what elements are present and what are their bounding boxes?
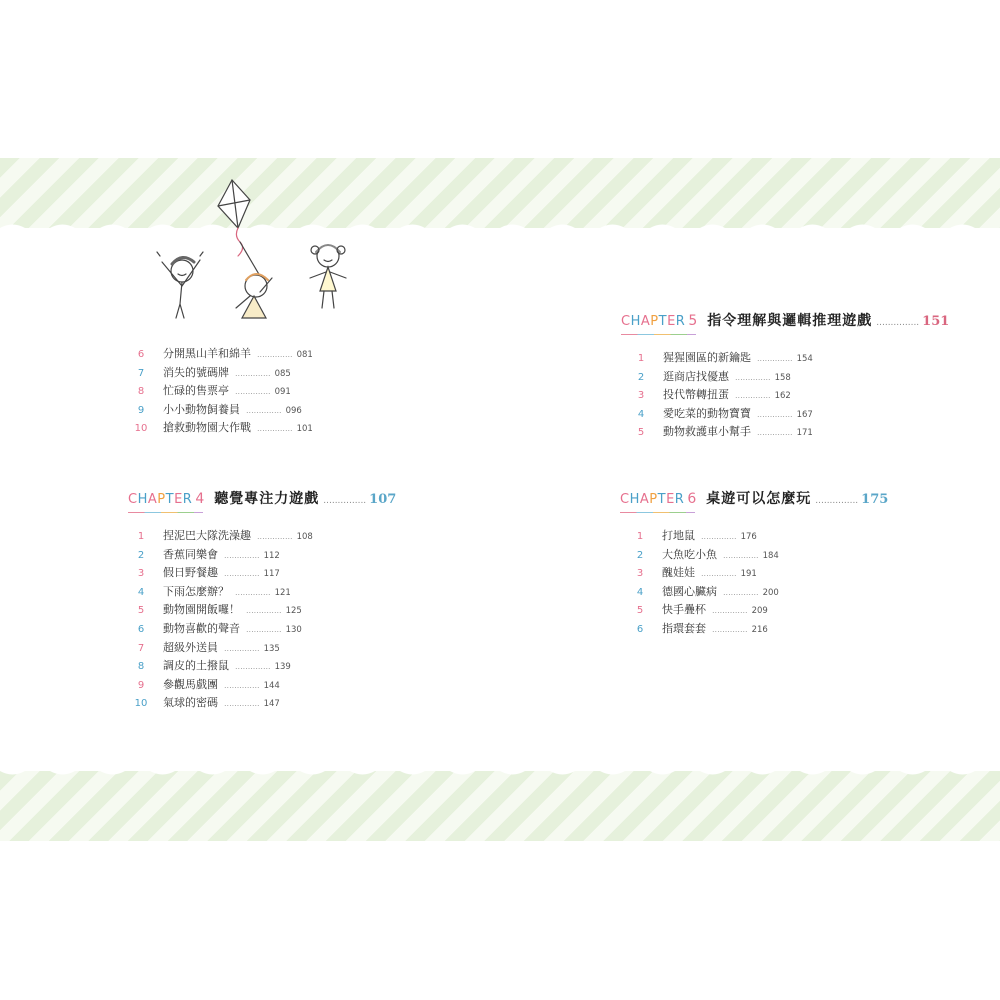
- entry-number: 3: [137, 568, 145, 580]
- entry-number: 6: [636, 623, 644, 635]
- entry-number: 6: [137, 623, 145, 635]
- entry-number: 2: [637, 371, 645, 383]
- entry-page: 091: [274, 387, 291, 398]
- entry-number: 7: [137, 642, 145, 654]
- entry-page: 144: [263, 680, 280, 691]
- entry-number: 7: [137, 367, 145, 379]
- entry-page: 081: [296, 350, 313, 360]
- entry-title: 消失的號碼牌: [163, 365, 229, 379]
- entry-title: 下雨怎麼辦？: [163, 584, 229, 598]
- entry-leader: ..............: [712, 606, 748, 616]
- entry-number: 6: [137, 349, 145, 360]
- entry-leader: ..............: [757, 428, 793, 438]
- entry-leader: ..............: [235, 587, 271, 597]
- toc-entry[interactable]: [131, 527, 396, 546]
- chapter6-section: [620, 488, 888, 639]
- entry-page: 139: [274, 662, 291, 673]
- chapter5-number: 5: [688, 313, 698, 329]
- chapter-letter: A: [147, 492, 158, 507]
- entry-leader: ..............: [235, 662, 271, 672]
- entry-page: 085: [274, 368, 291, 379]
- toc-entry[interactable]: [131, 620, 396, 639]
- entry-page: 112: [263, 550, 280, 561]
- entry-leader: ..............: [224, 699, 260, 709]
- chapter6-leader: ...............: [815, 496, 859, 506]
- entry-title: 德國心臟病: [662, 584, 717, 598]
- wavy-edge-bottom: [0, 764, 1000, 778]
- entry-page: 101: [296, 424, 313, 435]
- toc-entry[interactable]: [131, 657, 396, 676]
- toc-entry[interactable]: [131, 364, 313, 383]
- entry-number: 4: [137, 586, 145, 598]
- chapter-letter: T: [165, 492, 175, 507]
- entry-leader: ..............: [723, 550, 759, 560]
- chapter4-section: [128, 488, 396, 713]
- chapter-letter: T: [658, 314, 668, 329]
- toc-entry[interactable]: [630, 546, 888, 565]
- toc-entry[interactable]: [631, 368, 949, 387]
- chapter-letter: H: [630, 314, 641, 329]
- entry-number: 10: [134, 423, 148, 435]
- chapter-letter: A: [640, 314, 651, 329]
- chapter3-continued: [131, 345, 313, 438]
- entry-title: 忙碌的售票亭: [163, 384, 229, 398]
- chapter4-page: 107: [369, 492, 397, 507]
- chapter5-underline: [621, 334, 696, 335]
- entry-page: 147: [263, 699, 280, 710]
- toc-entry[interactable]: [630, 583, 888, 602]
- entry-page: 209: [751, 606, 768, 617]
- toc-entry[interactable]: [631, 405, 949, 424]
- toc-entry[interactable]: [131, 564, 396, 583]
- entry-title: 動物喜歡的聲音: [163, 621, 240, 635]
- entry-page: 171: [796, 428, 813, 439]
- chapter-letter: R: [674, 492, 685, 507]
- toc-entry[interactable]: [131, 401, 313, 420]
- entry-title: 動物救護車小幫手: [663, 425, 751, 439]
- entry-number: 4: [636, 586, 644, 598]
- chapter5-label: [621, 314, 685, 329]
- entry-leader: ..............: [701, 532, 737, 541]
- entry-title: 猩猩園區的新鑰匙: [663, 351, 751, 364]
- entry-page: 191: [740, 569, 757, 580]
- entry-leader: ..............: [235, 387, 271, 397]
- entry-number: 1: [137, 531, 145, 542]
- entry-number: 5: [637, 427, 645, 439]
- chapter5-heading[interactable]: [621, 310, 949, 330]
- entry-title: 超級外送員: [163, 640, 218, 654]
- chapter6-title: 桌遊可以怎麼玩: [706, 491, 812, 507]
- chapter-letter: P: [649, 492, 658, 507]
- toc-entry[interactable]: [131, 601, 396, 620]
- entry-number: 2: [137, 549, 145, 561]
- entry-number: 9: [137, 679, 145, 691]
- chapter6-underline: [620, 512, 695, 513]
- children-kite-illustration: [150, 176, 350, 326]
- entry-number: 3: [637, 390, 645, 402]
- chapter-letter: E: [667, 314, 676, 329]
- entry-number: 5: [137, 605, 145, 617]
- entry-leader: ..............: [257, 424, 293, 434]
- entry-number: 2: [636, 549, 644, 561]
- entry-page: 158: [774, 372, 791, 383]
- chapter-letter: E: [174, 492, 183, 507]
- entry-title: 投代幣轉扭蛋: [663, 388, 729, 402]
- chapter5-page: 151: [922, 314, 950, 329]
- toc-entry[interactable]: [630, 564, 888, 583]
- entry-title: 快手疊杯: [662, 603, 706, 617]
- chapter5-items: [631, 349, 949, 442]
- chapter-letter: P: [157, 492, 166, 507]
- entry-number: 4: [637, 408, 645, 420]
- entry-number: 5: [636, 605, 644, 617]
- entry-leader: ..............: [246, 606, 282, 616]
- entry-number: 8: [137, 661, 145, 673]
- entry-page: 130: [285, 624, 302, 635]
- entry-page: 200: [762, 587, 779, 598]
- entry-page: 117: [263, 569, 280, 580]
- chapter5-section: [621, 310, 949, 442]
- entry-title: 參觀馬戲團: [163, 677, 218, 691]
- chapter6-number: 6: [687, 491, 697, 507]
- entry-page: 096: [285, 405, 302, 416]
- chapter4-number: 4: [195, 491, 205, 507]
- entry-title: 氣球的密碼: [163, 696, 218, 710]
- entry-leader: ..............: [757, 354, 793, 363]
- entry-number: 1: [637, 353, 645, 364]
- chapter-letter: C: [620, 492, 630, 507]
- entry-title: 香蕉同樂會: [163, 547, 218, 561]
- toc-entry[interactable]: [131, 676, 396, 695]
- entry-title: 打地鼠: [662, 529, 695, 542]
- chapter-letter: R: [182, 492, 193, 507]
- chapter4-label: [128, 492, 192, 507]
- toc-entry[interactable]: [631, 423, 949, 442]
- toc-entry[interactable]: [631, 349, 949, 368]
- entry-title: 搶救動物園大作戰: [163, 421, 251, 435]
- entry-leader: ..............: [246, 624, 282, 634]
- chapter-letter: H: [629, 492, 640, 507]
- chapter4-heading[interactable]: [128, 488, 396, 508]
- toc-entry[interactable]: [131, 694, 396, 713]
- chapter-letter: H: [137, 492, 148, 507]
- entry-title: 逛商店找優惠: [663, 369, 729, 383]
- entry-page: 125: [285, 606, 302, 617]
- entry-page: 216: [751, 624, 768, 635]
- toc-entry[interactable]: [131, 583, 396, 602]
- entry-title: 醜娃娃: [662, 566, 695, 580]
- chapter3-items: [131, 345, 313, 438]
- chapter-letter: R: [675, 314, 686, 329]
- toc-entry[interactable]: [131, 382, 313, 401]
- toc-entry[interactable]: [131, 546, 396, 565]
- entry-title: 小小動物飼養員: [163, 402, 240, 416]
- entry-leader: ..............: [735, 372, 771, 382]
- entry-leader: ..............: [701, 569, 737, 579]
- chapter-letter: C: [621, 314, 631, 329]
- entry-title: 調皮的土撥鼠: [163, 659, 229, 673]
- toc-entry[interactable]: [630, 527, 888, 546]
- chapter-letter: A: [639, 492, 650, 507]
- chapter-letter: E: [666, 492, 675, 507]
- toc-entry[interactable]: [131, 345, 313, 364]
- chapter4-items: [131, 527, 396, 713]
- entry-number: 10: [134, 698, 148, 710]
- entry-page: 167: [796, 409, 813, 420]
- entry-number: 9: [137, 404, 145, 416]
- entry-leader: ..............: [246, 405, 282, 415]
- chapter4-leader: ...............: [323, 496, 367, 506]
- entry-leader: ..............: [257, 350, 293, 359]
- chapter5-leader: ...............: [876, 318, 920, 328]
- entry-leader: ..............: [224, 550, 260, 560]
- entry-leader: ..............: [735, 391, 771, 401]
- chapter4-underline: [128, 512, 203, 513]
- chapter-letter: P: [650, 314, 659, 329]
- entry-leader: ..............: [235, 368, 271, 378]
- entry-title: 大魚吃小魚: [662, 547, 717, 561]
- chapter-letter: C: [128, 492, 138, 507]
- entry-leader: ..............: [224, 643, 260, 653]
- entry-number: 8: [137, 386, 145, 398]
- toc-entry[interactable]: [131, 419, 313, 438]
- toc-entry[interactable]: [631, 386, 949, 405]
- toc-entry[interactable]: [630, 601, 888, 620]
- entry-title: 愛吃菜的動物寶寶: [663, 406, 751, 420]
- chapter6-heading[interactable]: [620, 488, 888, 508]
- chapter5-title: 指令理解與邏輯推理遊戲: [707, 313, 873, 329]
- entry-title: 指環套套: [662, 621, 706, 635]
- book-spread: [0, 158, 1000, 841]
- entry-number: 1: [636, 531, 644, 542]
- entry-page: 121: [274, 587, 291, 598]
- toc-entry[interactable]: [131, 639, 396, 658]
- bottom-striped-band: [0, 771, 1000, 841]
- entry-page: 135: [263, 643, 280, 654]
- chapter6-label: [620, 492, 684, 507]
- entry-page: 176: [740, 532, 757, 542]
- toc-entry[interactable]: [630, 620, 888, 639]
- entry-leader: ..............: [757, 409, 793, 419]
- entry-title: 假日野餐趣: [163, 566, 218, 580]
- chapter4-title: 聽覺專注力遊戲: [214, 491, 320, 507]
- chapter-letter: T: [657, 492, 667, 507]
- chapter6-items: [630, 527, 888, 639]
- entry-leader: ..............: [723, 587, 759, 597]
- entry-leader: ..............: [257, 532, 293, 541]
- entry-title: 分開黑山羊和綿羊: [163, 347, 251, 360]
- entry-title: 捏泥巴大隊洗澡趣: [163, 529, 251, 542]
- entry-leader: ..............: [224, 569, 260, 579]
- entry-title: 動物園開飯囉！: [163, 603, 240, 617]
- entry-page: 108: [296, 532, 313, 542]
- entry-page: 162: [774, 391, 791, 402]
- entry-page: 184: [762, 550, 779, 561]
- chapter6-page: 175: [861, 492, 889, 507]
- entry-leader: ..............: [712, 624, 748, 634]
- entry-leader: ..............: [224, 680, 260, 690]
- entry-page: 154: [796, 354, 813, 364]
- entry-number: 3: [636, 568, 644, 580]
